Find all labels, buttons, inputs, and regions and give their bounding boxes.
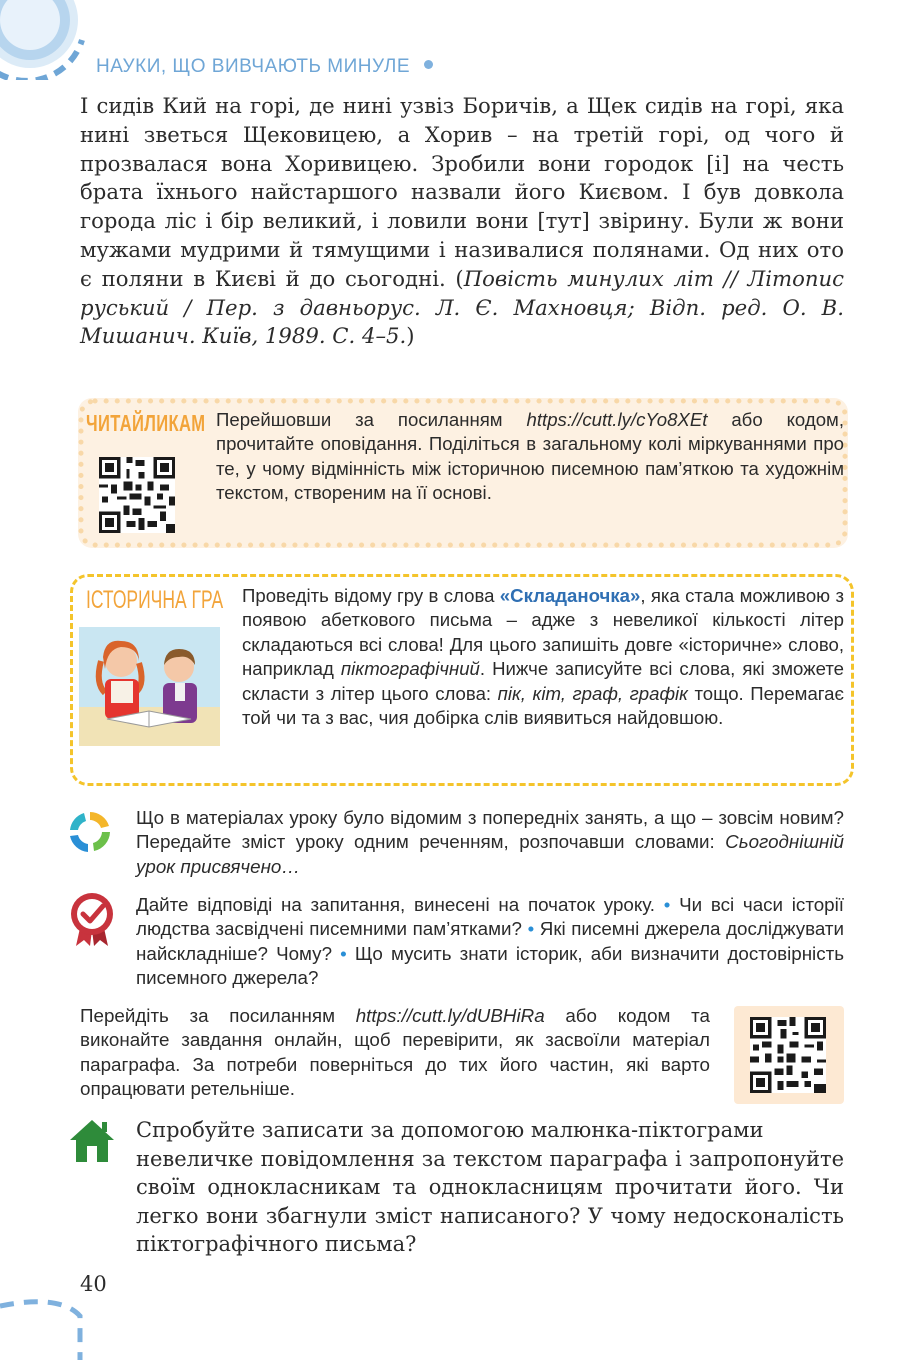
online-task-link[interactable]: https://cutt.ly/dUBHiRa (355, 1005, 545, 1026)
children-reading-illustration (79, 627, 220, 746)
page-number: 40 (80, 1272, 107, 1296)
homework-first-line: Спробуйте записати за допомогою малюнка-піктограми (136, 1118, 764, 1142)
check-badge-icon (66, 892, 118, 946)
excerpt-text: І сидів Кий на горі, де нині узвіз Боричів, а Щек сидів на горі, яка нині зветься Щековицею, а Хорив – на третій горі, од чого й прозвалася вона Хоривицею. Зробили вони городок [і] на честь брата їхнього найстаршого назвали його Києвом. І був довкола города ліс і бір великий, і ловили вони [тут] звірину. Були ж вони мужами мудрими й тямущими і називалися полянами. Од них ото є поляни в Києві й до сьогодні. ( (80, 93, 844, 291)
running-head (96, 56, 433, 78)
running-head-dot (424, 60, 433, 69)
home-icon (68, 1118, 116, 1164)
reflection-text (136, 806, 844, 879)
reader-box-text (216, 408, 844, 506)
check-intro: Дайте відповіді на запитання, винесені на початок уроку. (136, 894, 655, 915)
online-text-after-link: або кодом та виконайте завдання онлайн, щоб перевірити, як засвоїли матеріал параграфа. За потреби поверніться до тих його частин, які варто опрацювати ретельніше. (80, 1005, 710, 1100)
online-task-text (80, 1004, 710, 1102)
reader-text-before-link: Перейшовши за посиланням (216, 409, 527, 430)
qr-code-icon[interactable] (98, 457, 176, 533)
excerpt-citation: Повість минулих літ // Літопис руський / Пер. з давньорус. Л. Є. Махновця; Відп. ред. О. В. Мишанич. Київ, 1989. С. 4–5. (80, 265, 844, 349)
reader-box-title: ЧИТАЙЛИКАМ (86, 410, 206, 436)
excerpt-citation-close: ) (406, 323, 415, 349)
check-question-1: Чи всі часи історії людства засвідчені писемними пам’ятками? (136, 894, 845, 940)
game-text-4: тощо. Перемагає той чи та з вас, чия добірка слів виявиться найдовшою. (242, 682, 844, 729)
homework-text (136, 1116, 844, 1259)
game-name: «Складаночка» (499, 585, 641, 606)
online-text-before-link: Перейдіть за посиланням (80, 1005, 356, 1026)
game-text-3: . Нижче записуйте всі слова, які зможете скласти з літер цього слова: (242, 658, 844, 704)
qr-code-icon[interactable] (750, 1017, 826, 1093)
reflection-question: Що в матеріалах уроку було відомим з попередніх занять, а що – зовсім новим? Передайте зміст уроку одним реченням, розпочавши словами: (136, 807, 844, 853)
check-bullet-1: • (663, 894, 671, 915)
homework-rest: невеличке повідомлення за текстом параграфа і запропонуйте своїм однокласникам та однокласницям прочитати його. Чи легко вони збагнули зміст написаного? У чому недосконалість піктографічного письма? (136, 1146, 844, 1257)
game-examples: пік, кіт, граф, графік (497, 682, 688, 704)
game-text-2: , яка стала можливою з появою абеткового письма – адже з невеликої кількості літер складаються всі слова! Для цього запишіть довге «історичне» слово, наприклад (242, 585, 844, 680)
check-question-3: Що мусить знати історик, аби визначити достовірність писемного джерела? (136, 942, 845, 989)
reader-link[interactable]: https://cutt.ly/cYo8XEt (526, 409, 708, 430)
running-head-title: НАУКИ, ЩО ВИВЧАЮТЬ МИНУЛЕ (96, 56, 411, 77)
reader-text-after-link: або кодом, прочитайте оповідання. Поділіться в загальному колі міркуваннями про те, у чому відмінність між історичною писемною пам’яткою та художнім текстом, створеним на її основі. (216, 409, 844, 504)
corner-decoration (0, 0, 90, 80)
check-question-2: Які писемні джерела досліджувати найскладніше? Чому? (136, 918, 845, 964)
game-text-1: Проведіть відому гру в слова (242, 585, 500, 606)
check-bullet-3: • (340, 942, 347, 964)
bottom-corner-decoration (0, 1286, 100, 1360)
check-questions-text (136, 893, 844, 991)
reflection-prompt: Сьогоднішній урок присвячено… (136, 831, 844, 877)
game-example-word: піктографічний (340, 658, 480, 680)
cycle-arrows-icon (66, 808, 114, 856)
game-box-title: ІСТОРИЧНА ГРА (86, 586, 224, 614)
game-box-text (242, 584, 844, 730)
chronicle-excerpt (80, 92, 844, 351)
check-bullet-2: • (527, 918, 535, 940)
